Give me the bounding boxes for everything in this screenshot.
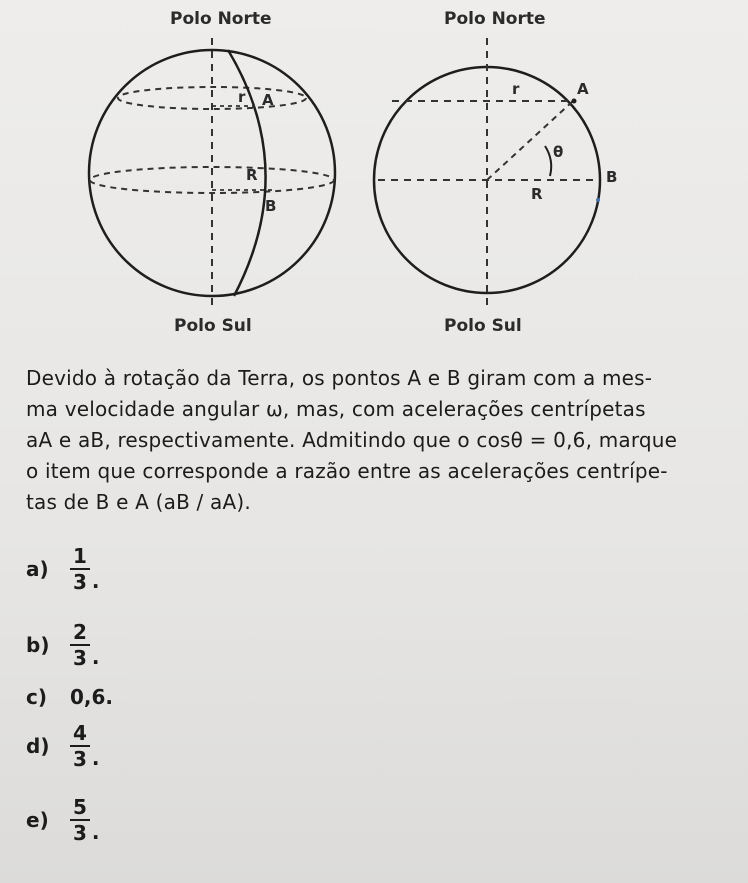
option-fraction [70, 721, 90, 771]
question-line: aA e aB, respectivamente. Admitindo que o cosθ = 0,6, marque [26, 428, 678, 452]
option-letter: d) [26, 734, 50, 758]
option-letter: e) [26, 808, 49, 832]
option-c[interactable] [26, 685, 113, 709]
option-fraction [70, 795, 90, 845]
left-label-b: B [265, 197, 277, 215]
option-fraction [70, 544, 90, 594]
option-fraction [70, 620, 90, 670]
left-label-R: R [246, 166, 258, 184]
denominator: 3 [70, 745, 90, 771]
question-line: o item que corresponde a razão entre as acelerações centrípe- [26, 459, 668, 483]
option-b[interactable] [26, 620, 100, 670]
right-label-R: R [531, 185, 543, 203]
denominator: 3 [70, 568, 90, 594]
option-e[interactable] [26, 795, 100, 845]
option-d[interactable] [26, 721, 100, 771]
option-suffix: . [91, 746, 100, 770]
question-line: Devido à rotação da Terra, os pontos A e B giram com a mes- [26, 366, 653, 390]
option-value: 0,6. [70, 685, 114, 709]
right-polo-norte-label: Polo Norte [444, 9, 546, 29]
option-letter: b) [26, 633, 50, 657]
denominator: 3 [70, 644, 90, 670]
left-polo-norte-label: Polo Norte [170, 9, 272, 29]
question-line: ma velocidade angular ω, mas, com acelerações centrípetas [26, 397, 646, 421]
diagrams [0, 0, 748, 360]
numerator: 5 [73, 795, 87, 819]
option-suffix: . [91, 645, 100, 669]
left-polo-sul-label: Polo Sul [174, 316, 252, 336]
question-text [26, 363, 726, 518]
denominator: 3 [70, 819, 90, 845]
option-a[interactable] [26, 544, 100, 594]
left-sphere-diagram [89, 38, 335, 308]
option-suffix: . [91, 820, 100, 844]
numerator: 4 [73, 721, 87, 745]
right-label-theta: θ [553, 143, 564, 161]
right-label-a: A [577, 80, 589, 98]
left-label-a: A [262, 91, 274, 109]
option-letter: a) [26, 557, 49, 581]
right-circle-diagram [374, 38, 600, 310]
right-label-b: B [606, 168, 618, 186]
numerator: 2 [73, 620, 87, 644]
option-suffix: . [91, 569, 100, 593]
option-letter: c) [26, 685, 47, 709]
right-label-r: r [512, 80, 520, 98]
numerator: 1 [73, 544, 87, 568]
question-line: tas de B e A (aB / aA). [26, 490, 251, 514]
left-label-r: r [238, 88, 246, 106]
right-polo-sul-label: Polo Sul [444, 316, 522, 336]
